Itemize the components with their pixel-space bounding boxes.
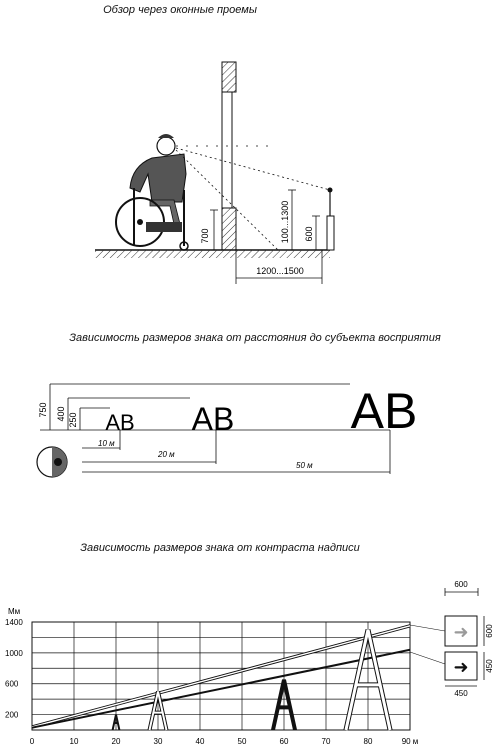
chart-series	[32, 626, 410, 728]
wall-sill	[222, 208, 236, 250]
arrow-right-gray-icon: ➜	[453, 622, 469, 642]
sign-point	[328, 188, 333, 193]
contrast-chart	[5, 607, 418, 746]
sign-height-top-label: 600	[485, 624, 494, 638]
y-tick-200: 200	[5, 710, 19, 720]
x-tick-0: 0	[29, 737, 35, 746]
sign-distance-diagram	[37, 383, 417, 477]
arrow-right-black-icon: ➜	[453, 657, 469, 677]
eye-icon	[37, 447, 67, 477]
dim-distance-label: 1200...1500	[256, 266, 304, 276]
sign-ab-medium: AB	[191, 401, 235, 437]
y-unit-label: Мм	[8, 607, 21, 616]
title-sign-size-contrast: Зависимость размеров знака от контраста надписи	[80, 542, 360, 554]
y-tick-labels	[5, 618, 23, 720]
x-tick-2: 20	[111, 737, 121, 746]
distance-50: 50 м	[296, 461, 313, 470]
sign-panel	[327, 216, 334, 250]
sight-line-to-sign	[176, 148, 330, 190]
sign-samples	[410, 580, 494, 698]
ground-hatch	[95, 250, 330, 258]
y-tick-1000: 1000	[5, 648, 23, 658]
x-tick-labels	[30, 737, 419, 746]
height-400: 400	[56, 406, 66, 422]
distance-10: 10 м	[98, 439, 115, 448]
dim-sill-label: 700	[200, 228, 210, 244]
x-tick-8: 80	[363, 737, 373, 746]
y-tick-600: 600	[5, 679, 19, 689]
x-tick-9: 90 м	[401, 737, 419, 746]
title-window-view: Обзор через оконные проемы	[103, 4, 257, 16]
sign-ab-small: AB	[105, 410, 135, 435]
sign-ladders	[113, 630, 390, 730]
x-tick-6: 60	[279, 737, 289, 746]
height-750: 750	[38, 402, 48, 418]
distance-20: 20 м	[158, 450, 175, 459]
height-250: 250	[68, 412, 78, 428]
dim-sign-label: 600	[304, 226, 314, 242]
sign-width-label: 600	[454, 580, 468, 589]
series-line-0	[32, 626, 410, 727]
x-tick-1: 10	[69, 737, 79, 746]
y-tick-1400: 1400	[5, 618, 23, 627]
x-tick-7: 70	[321, 737, 331, 746]
x-tick-5: 50	[237, 737, 247, 746]
x-tick-4: 40	[195, 737, 205, 746]
dim-sign-range-label: 100...1300	[280, 200, 290, 244]
x-tick-3: 30	[153, 737, 163, 746]
sign-width-bottom-label: 450	[454, 689, 468, 698]
wall-top	[222, 62, 236, 92]
sign-height-bottom-label: 450	[485, 659, 494, 673]
window-view-diagram	[95, 62, 334, 284]
title-sign-size-distance: Зависимость размеров знака от расстояния до субъекта восприятия	[69, 332, 441, 344]
sign-ab-large: AB	[350, 383, 418, 439]
